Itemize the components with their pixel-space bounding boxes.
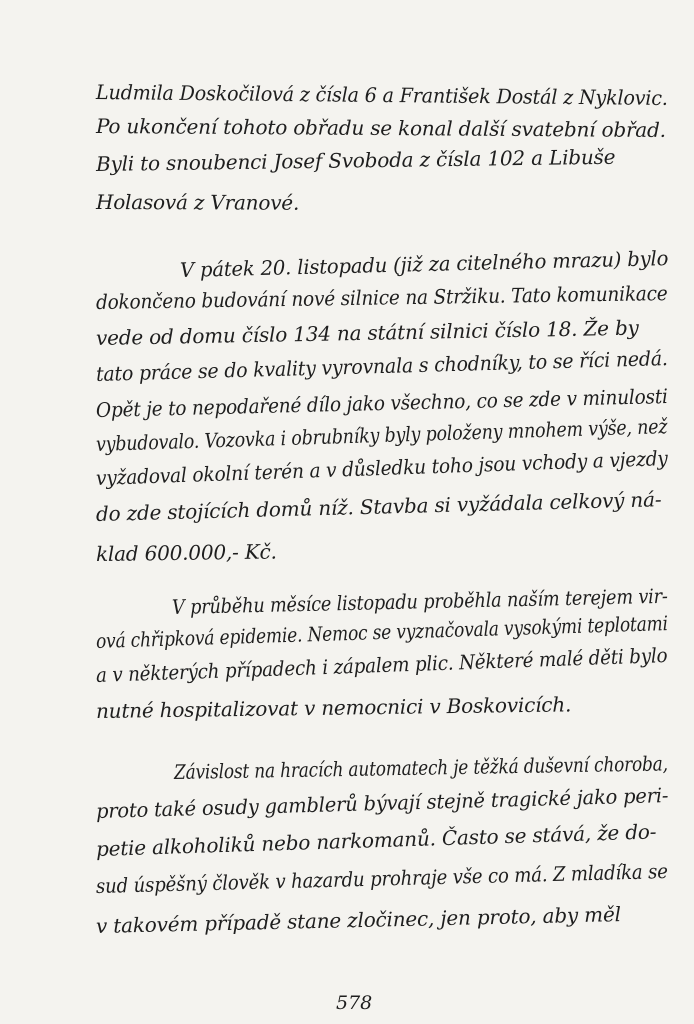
text-line: a v některých případech i zápalem plic. Některé malé děti bylo <box>95 643 668 687</box>
text-line: ová chřipková epidemie. Nemoc se vyznačovala vysokými teplotami <box>95 611 669 653</box>
text-line: tato práce se do kvality vyrovnala s chodníky, to se říci nedá. <box>95 346 669 386</box>
text-line: sud úspěšný člověk v hazardu prohraje vše co má. Z mladíka se <box>95 859 668 898</box>
text-line: dokončeno budování nové silnice na Stržiku. Tato komunikace <box>95 281 668 314</box>
text-line: Ludmila Doskočilová z čísla 6 a František Dostál z Nyklovic. <box>95 80 668 110</box>
text-line: v takovém případě stane zločinec, jen proto, aby měl <box>95 902 622 938</box>
text-line: Byli to snoubenci Josef Svoboda z čísla 102 a Libuše <box>95 144 616 176</box>
text-line: do zde stojících domů níž. Stavba si vyžádala celkový ná- <box>95 487 662 526</box>
text-line: petie alkoholiků nebo narkomanů. Často se stává, že do- <box>95 819 657 861</box>
text-line: Opět je to nepodařené dílo jako všechno, co se zde v minulosti <box>95 384 669 422</box>
text-line: Závislost na hracích automatech je těžká duševní choroba, <box>173 751 669 784</box>
text-line: proto také osudy gamblerů bývají stejně tragické jako peri- <box>95 783 669 823</box>
text-line: Po ukončení tohoto obřadu se konal další svatební obřad. <box>95 114 666 142</box>
page-number: 578 <box>336 992 373 1014</box>
text-line: vyžadoval okolní terén a v důsledku toho jsou vchody a vjezdy <box>95 446 669 490</box>
text-line: vybudovalo. Vozovka i obrubníky byly položeny mnohem výše, než <box>95 414 668 456</box>
text-line: klad 600.000,- Kč. <box>95 539 277 566</box>
text-line: V pátek 20. listopadu (již za citelného mrazu) bylo <box>179 246 669 282</box>
text-line: V průběhu měsíce listopadu proběhla naším terejem vir- <box>171 583 668 619</box>
text-line: Holasová z Vranové. <box>95 190 300 215</box>
text-line: nutné hospitalizovat v nemocnici v Boskovicích. <box>95 692 572 723</box>
text-line: vede od domu číslo 134 na státní silnici číslo 18. Že by <box>95 315 639 350</box>
